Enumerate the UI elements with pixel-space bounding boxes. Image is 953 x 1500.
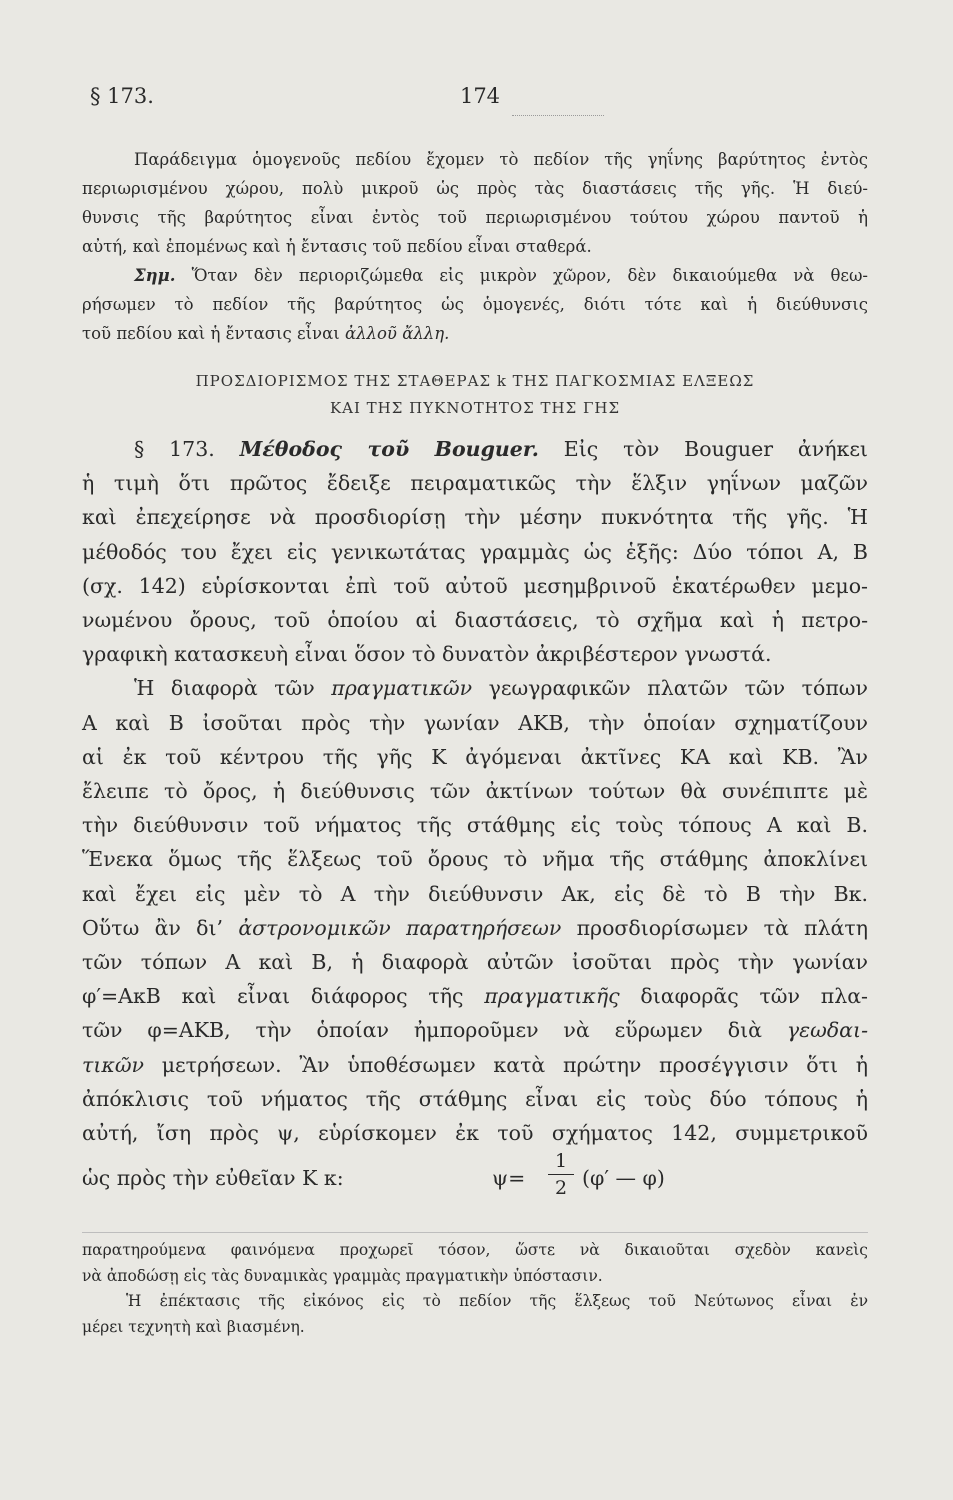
fraction-denominator: 2: [554, 1177, 568, 1199]
main-text: [82, 432, 868, 1150]
fraction: [548, 1150, 574, 1199]
footnote-line: παρατηρούμενα φαινόμενα προχωρεῖ τόσον, ὥστε νὰ δικαιοῦται σχεδὸν κανεὶς: [82, 1241, 868, 1259]
page-header: [90, 84, 870, 118]
body-line: ἀπόκλισις τοῦ νήματος τῆς στάθμης εἶναι εἰς τοὺς δύο τόπους ἡ: [82, 1086, 868, 1111]
body-line: Ἕνεκα ὅμως τῆς ἕλξεως τοῦ ὄρους τὸ νῆμα τῆς στάθμης ἀποκλίνει: [82, 847, 868, 872]
body-text: γεωγραφικῶν πλατῶν τῶν τόπων: [488, 676, 868, 701]
body-line: (σχ. 142) εὑρίσκονται ἐπὶ τοῦ αὐτοῦ μεσημβρινοῦ ἑκατέρωθεν μεμο-: [82, 573, 868, 598]
formula-lead: ὡς πρὸς τὴν εὐθεῖαν Κ κ:: [82, 1166, 344, 1190]
page-number: 174: [459, 84, 501, 108]
heading-line-2: ΚΑΙ ΤΗΣ ΠΥΚΝΟΤΗΤΟΣ ΤΗΣ ΓΗΣ: [329, 399, 621, 417]
body-line: καὶ ἔχει εἰς μὲν τὸ Α τὴν διεύθυνσιν Ακ, εἰς δὲ τὸ Β τὴν Βκ.: [82, 881, 868, 906]
section-title-line: [82, 432, 868, 466]
note-line: [82, 261, 868, 290]
fraction-numerator: 1: [554, 1150, 568, 1172]
section-title: Μέθοδος τοῦ Bouguer.: [239, 437, 539, 461]
body-line: ἡ τιμὴ ὅτι πρῶτος ἔδειξε πειραματικῶς τὴν ἕλξιν γηΐνων μαζῶν: [82, 471, 868, 496]
intro-line: περιωρισμένου χώρου, πολὺ μικροῦ ὡς πρὸς τὰς διαστάσεις τῆς γῆς. Ἡ διεύ-: [82, 179, 868, 198]
body-text: προσδιορίσωμεν τὰ πλάτη: [576, 915, 868, 940]
footnote-line: νὰ ἀποδώσῃ εἰς τὰς δυναμικὰς γραμμὰς πραγματικὴν ὑπόστασιν.: [82, 1266, 603, 1285]
page-number-underline: [512, 115, 604, 116]
footnote-line: Ἡ ἐπέκτασις τῆς εἰκόνος εἰς τὸ πεδίον τῆς ἕλξεως τοῦ Νεύτωνος εἶναι ἐν: [126, 1292, 868, 1310]
body-line: [82, 911, 868, 945]
footnote-divider: [82, 1232, 868, 1233]
body-text: Ἡ διαφορὰ τῶν: [134, 676, 315, 701]
body-text: διαφορᾶς τῶν πλα-: [640, 984, 868, 1009]
formula-rhs: (φ′ — φ): [582, 1166, 665, 1190]
body-italic: γεωδαι-: [786, 1018, 868, 1043]
fraction-bar: [548, 1174, 574, 1175]
body-line: τὴν διεύθυνσιν τοῦ νήματος τῆς στάθμης εἰς τοὺς τόπους Α καὶ Β.: [82, 813, 868, 838]
footnotes: [82, 1238, 868, 1340]
intro-paragraph: [82, 145, 868, 348]
body-line: νωμένου ὄρους, τοῦ ὁποίου αἱ διαστάσεις, τὸ σχῆμα καὶ ἡ πετρο-: [82, 608, 868, 633]
body-line: [82, 979, 868, 1013]
note-italic: ἀλλοῦ ἄλλη.: [344, 324, 450, 343]
intro-line: αὐτή, καὶ ἑπομένως καὶ ἡ ἔντασις τοῦ πεδίου εἶναι σταθερά.: [82, 237, 592, 256]
intro-line: Παράδειγμα ὁμογενοῦς πεδίου ἔχομεν τὸ πεδίον τῆς γηΐνης βαρύτητος ἐντὸς: [134, 150, 868, 169]
note-text: Ὅταν δὲν περιοριζώμεθα εἰς μικρὸν χῶρον, δὲν δικαιούμεθα νὰ θεω-: [191, 266, 868, 285]
formula-line: [82, 1150, 868, 1220]
body-line: [82, 1048, 868, 1082]
body-line: καὶ ἐπεχείρησε νὰ προσδιορίσῃ τὴν μέσην πυκνότητα τῆς γῆς. Ἡ: [82, 505, 868, 530]
body-line: αἱ ἐκ τοῦ κέντρου τῆς γῆς Κ ἀγόμεναι ἀκτῖνες ΚΑ καὶ ΚΒ. Ἂν: [82, 744, 868, 769]
section-heading: [82, 368, 868, 422]
body-line: γραφικὴ κατασκευὴ εἶναι ὅσον τὸ δυνατὸν ἀκριβέστερον γνωστά.: [82, 642, 772, 667]
body-line: αὐτή, ἴση πρὸς ψ, εὑρίσκομεν ἐκ τοῦ σχήματος 142, συμμετρικοῦ: [82, 1121, 868, 1146]
body-text: φ′=ΑκΒ καὶ εἶναι διάφορος τῆς: [82, 984, 464, 1009]
note-label: Σημ.: [134, 266, 176, 285]
note-line: ρήσωμεν τὸ πεδίον τῆς βαρύτητος ὡς ὁμογενές, διότι τότε καὶ ἡ διεύθυνσις: [82, 295, 868, 314]
body-italic: ἀστρονομικῶν παρατηρήσεων: [238, 915, 562, 940]
footnote-line: μέρει τεχνητὴ καὶ βιασμένη.: [82, 1317, 305, 1336]
body-italic: τικῶν: [82, 1052, 145, 1077]
body-line: [82, 1013, 868, 1047]
intro-line: θυνσις τῆς βαρύτητος εἶναι ἐντὸς τοῦ περιωρισμένου τούτου χώρου παντοῦ ἡ: [82, 208, 868, 227]
formula-lhs: ψ=: [492, 1166, 526, 1190]
body-text: τῶν φ=ΑΚΒ, τὴν ὁποίαν ἠμποροῦμεν νὰ εὕρωμεν διὰ: [82, 1018, 762, 1043]
note-line: [82, 319, 868, 348]
body-line: [82, 671, 868, 705]
body-line: μέθοδός του ἔχει εἰς γενικωτάτας γραμμὰς ὡς ἑξῆς: Δύο τόποι Α, Β: [82, 539, 868, 564]
body-line: ἔλειπε τὸ ὄρος, ἡ διεύθυνσις τῶν ἀκτίνων τούτων θὰ συνέπιπτε μὲ: [82, 779, 868, 804]
heading-line-1: ΠΡΟΣΔΙΟΡΙΣΜΟΣ ΤΗΣ ΣΤΑΘΕΡΑΣ k ΤΗΣ ΠΑΓΚΟΣΜΙΑΣ ΕΛΞΕΩΣ: [195, 372, 755, 390]
note-text: τοῦ πεδίου καὶ ἡ ἔντασις εἶναι: [82, 324, 340, 343]
body-text: Οὕτω ἂν δι’: [82, 915, 224, 940]
body-line: τῶν τόπων Α καὶ Β, ἡ διαφορὰ αὐτῶν ἰσοῦται πρὸς τὴν γωνίαν: [82, 950, 868, 975]
section-number: § 173.: [134, 437, 215, 461]
body-italic: πραγματικῶν: [331, 676, 473, 701]
section-first-text: Εἰς τὸν Bouguer ἀνήκει: [563, 437, 868, 461]
body-italic: πραγματικῆς: [484, 984, 620, 1009]
body-line: Α καὶ Β ἰσοῦται πρὸς τὴν γωνίαν ΑΚΒ, τὴν ὁποίαν σχηματίζουν: [82, 710, 868, 735]
header-section-ref: § 173.: [90, 84, 154, 108]
body-text: μετρήσεων. Ἂν ὑποθέσωμεν κατὰ πρώτην προσέγγισιν ὅτι ἡ: [161, 1052, 868, 1077]
